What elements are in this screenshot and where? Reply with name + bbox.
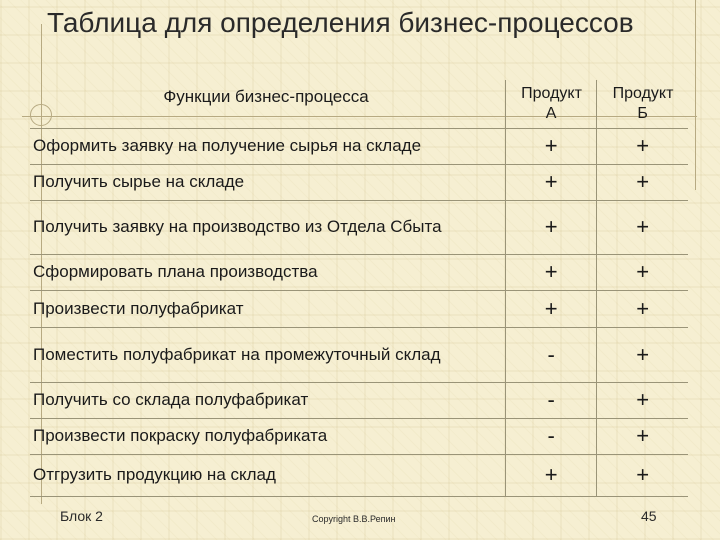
header-product-b-label: Продукт Б [612,84,674,122]
row-function: Получить сырье на складе [30,164,506,200]
table-row [30,128,688,164]
footer-page-number: 45 [641,508,657,524]
row-product-a-value: - [506,382,597,418]
row-function: Оформить заявку на получение сырья на складе [30,128,506,164]
row-product-b-value: + [597,200,688,254]
header-functions: Функции бизнес-процесса [30,80,506,128]
row-function: Сформировать плана производства [30,254,506,290]
row-product-a-value: - [506,327,597,382]
business-process-table [30,80,688,497]
decorative-right-line [695,0,696,190]
row-product-a-value: + [506,164,597,200]
table-row [30,382,688,418]
row-product-a-value: + [506,128,597,164]
header-product-b [597,80,688,128]
table-row [30,254,688,290]
row-function: Поместить полуфабрикат на промежуточный склад [30,327,506,382]
row-product-b-value: + [597,382,688,418]
row-product-b-value: + [597,418,688,454]
row-function: Получить со склада полуфабрикат [30,382,506,418]
table-header-row [30,80,688,128]
table-row [30,290,688,327]
row-product-a-value: - [506,418,597,454]
table-row [30,418,688,454]
footer-copyright: Copyright В.В.Репин [312,514,396,524]
header-product-a [506,80,597,128]
row-product-a-value: + [506,454,597,496]
row-product-a-value: + [506,254,597,290]
table-row [30,200,688,254]
table-row [30,164,688,200]
row-product-b-value: + [597,128,688,164]
table-row [30,454,688,496]
table-row [30,327,688,382]
row-product-b-value: + [597,254,688,290]
header-product-a-label: Продукт А [521,84,582,122]
row-function: Получить заявку на производство из Отдела Сбыта [30,200,506,254]
row-product-b-value: + [597,454,688,496]
row-product-b-value: + [597,290,688,327]
row-product-a-value: + [506,290,597,327]
row-function: Отгрузить продукцию на склад [30,454,506,496]
row-product-b-value: + [597,164,688,200]
slide-title: Таблица для определения бизнес-процессов [47,7,634,38]
row-product-b-value: + [597,327,688,382]
row-product-a-value: + [506,200,597,254]
row-function: Произвести полуфабрикат [30,290,506,327]
row-function: Произвести покраску полуфабриката [30,418,506,454]
footer-block-label: Блок 2 [60,508,103,524]
